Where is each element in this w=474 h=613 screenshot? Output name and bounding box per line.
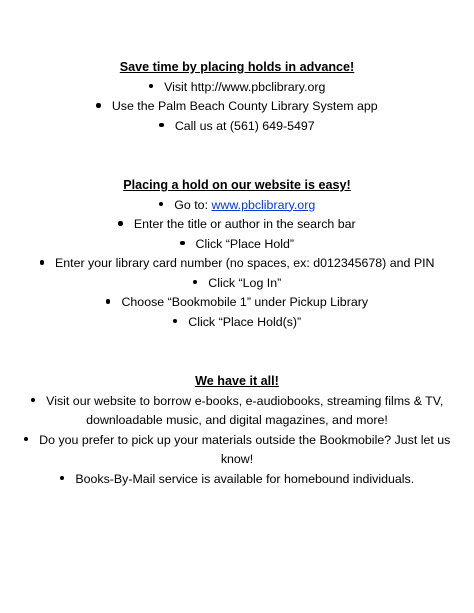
list-item-text: Call us at (561) 649-5497 xyxy=(174,118,315,133)
list-item xyxy=(6,78,468,98)
list-item-text: Click “Log In” xyxy=(208,275,282,290)
list-item-text: Visit our website to borrow e-books, e-audiobooks, streaming films & TV, downloadable music, and digital magazines, and more! xyxy=(46,393,444,427)
bullet-icon xyxy=(159,202,164,207)
bullet-icon xyxy=(149,84,154,89)
bullet-icon xyxy=(24,437,29,442)
bullet-icon xyxy=(40,260,45,265)
list-item xyxy=(6,293,468,313)
list-item xyxy=(6,313,468,333)
list-we-have-it-all xyxy=(6,392,468,490)
list-item-text: Choose “Bookmobile 1” under Pickup Library xyxy=(121,295,369,309)
list-item xyxy=(6,97,468,117)
list-item xyxy=(6,392,468,431)
list-item-text-prefix: Go to: xyxy=(174,197,212,212)
list-item xyxy=(6,274,468,294)
section-website-holds xyxy=(6,176,468,332)
bullet-icon xyxy=(96,103,101,108)
bullet-icon xyxy=(180,241,185,246)
list-item xyxy=(6,431,468,470)
pbclibrary-link[interactable]: www.pbclibrary.org xyxy=(211,197,316,212)
list-item xyxy=(6,196,468,216)
section-we-have-it-all xyxy=(6,372,468,489)
list-item xyxy=(6,254,468,274)
list-item xyxy=(6,470,468,490)
list-item-text: Click “Place Hold” xyxy=(195,236,294,251)
bullet-icon xyxy=(193,280,198,285)
list-item-text: Click “Place Hold(s)” xyxy=(188,314,302,329)
list-item-text: Enter the title or author in the search bar xyxy=(133,217,356,231)
bullet-icon xyxy=(106,299,111,304)
list-item-text: Enter your library card number (no spaces, ex: d012345678) and PIN xyxy=(55,256,435,270)
list-item-text: Books-By-Mail service is available for homebound individuals. xyxy=(75,471,415,486)
list-item xyxy=(6,235,468,255)
bullet-icon xyxy=(118,221,123,226)
list-item-text: Visit http://www.pbclibrary.org xyxy=(164,79,326,94)
list-item-text: Use the Palm Beach County Library System app xyxy=(111,99,378,113)
list-website-holds xyxy=(6,196,468,333)
heading-save-time: Save time by placing holds in advance! xyxy=(119,60,355,74)
bullet-icon xyxy=(173,319,178,324)
list-item-text: Do you prefer to pick up your materials outside the Bookmobile? Just let us know! xyxy=(39,432,451,466)
list-item xyxy=(6,117,468,137)
bullet-icon xyxy=(60,476,65,481)
list-holds-in-advance xyxy=(6,78,468,137)
heading-placing-hold: Placing a hold on our website is easy! xyxy=(123,178,351,192)
section-holds-in-advance xyxy=(6,58,468,136)
list-item xyxy=(6,215,468,235)
heading-we-have-it-all: We have it all! xyxy=(195,374,279,388)
bullet-icon xyxy=(159,123,164,128)
bullet-icon xyxy=(31,398,36,403)
